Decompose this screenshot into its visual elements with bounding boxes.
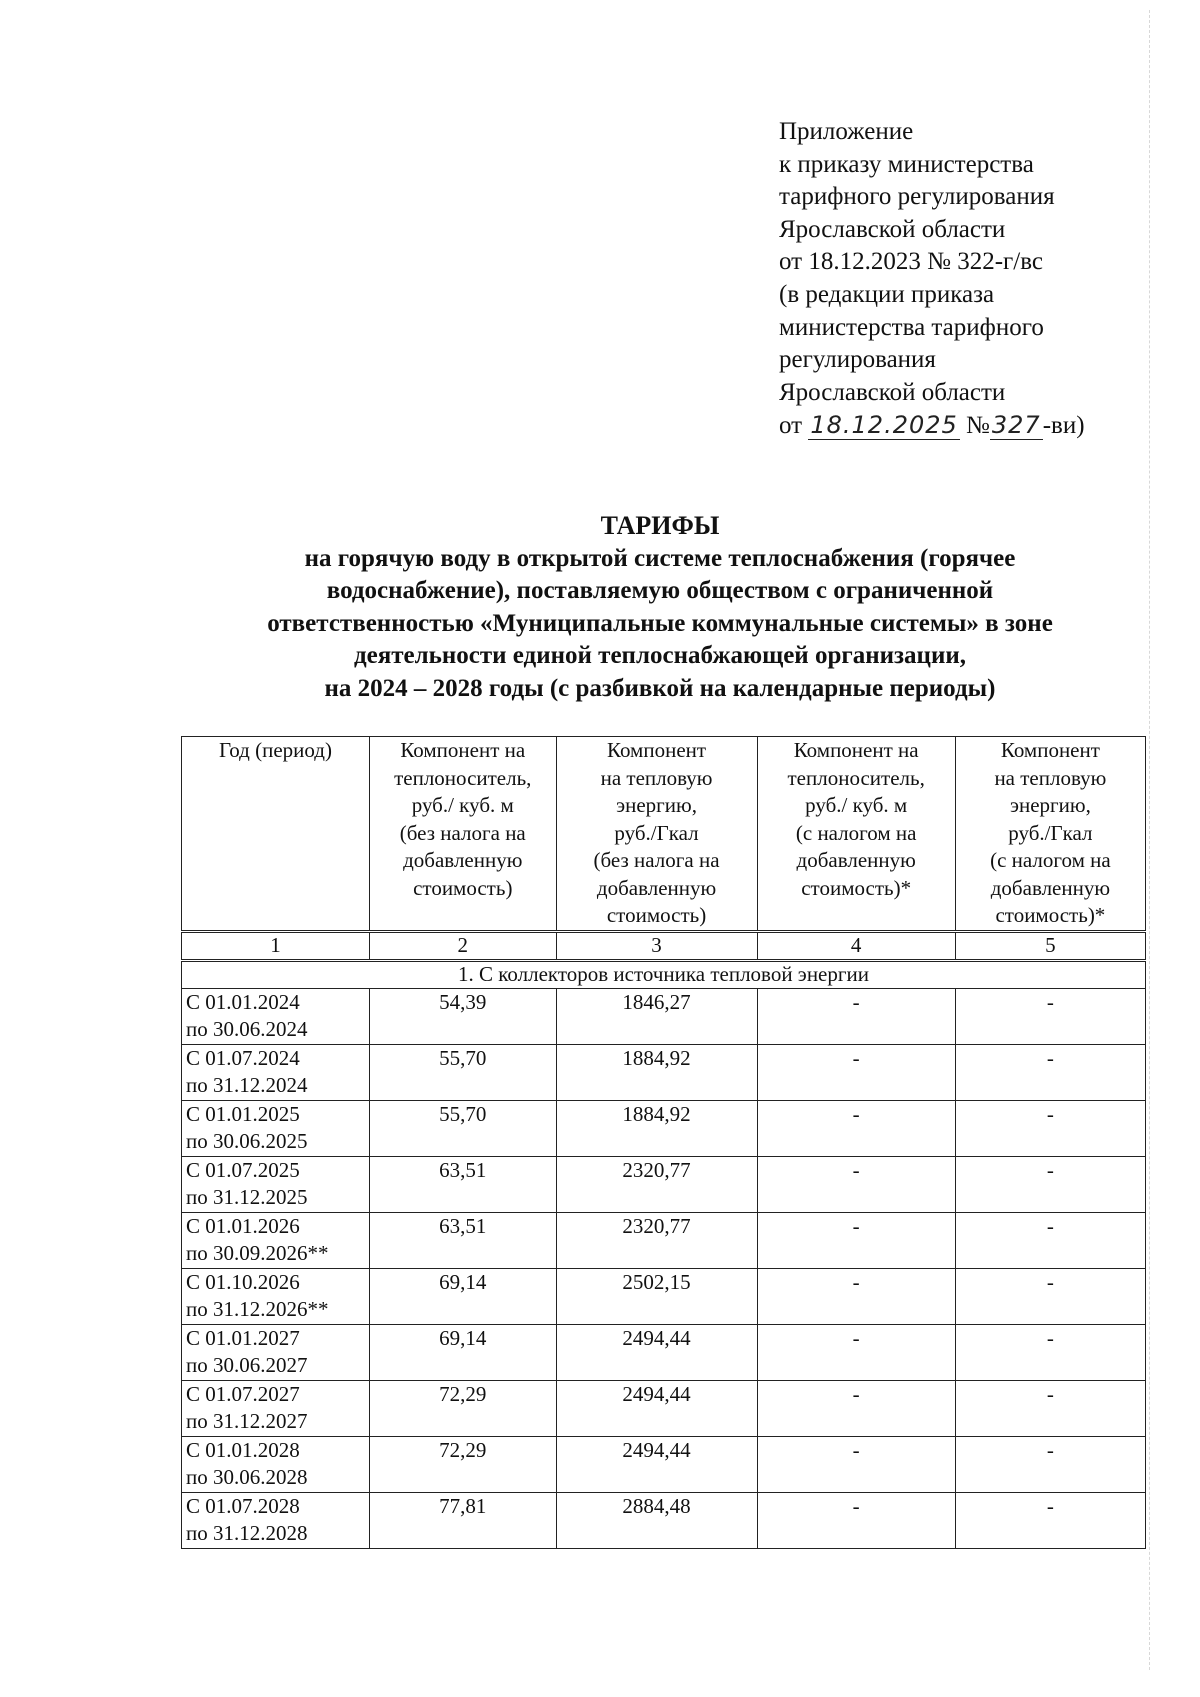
header-carrier-with-vat — [757, 737, 955, 932]
carrier-with-vat-cell: - — [757, 1212, 955, 1268]
period-from: С 01.01.2026 — [186, 1213, 300, 1238]
carrier-with-vat-cell: - — [757, 1044, 955, 1100]
period-from: С 01.01.2027 — [186, 1325, 300, 1350]
table-row — [182, 988, 1146, 1044]
energy-with-vat-cell: - — [955, 988, 1145, 1044]
period-to: по 31.12.2027 — [186, 1409, 308, 1433]
header-text: (с налогом на — [795, 820, 917, 845]
carrier-no-vat-cell: 72,29 — [369, 1436, 556, 1492]
header-text: (без налога на — [593, 848, 720, 872]
energy-no-vat-cell: 2502,15 — [556, 1268, 757, 1324]
title-line: водоснабжение), поставляемую обществом с ограниченной — [326, 577, 994, 604]
carrier-no-vat-cell: 54,39 — [369, 988, 556, 1044]
header-text: теплоноситель, — [394, 765, 532, 790]
appendix-line: (в редакции приказа — [779, 280, 995, 308]
period-from: С 01.07.2028 — [186, 1493, 300, 1518]
header-text: (с налогом на — [990, 848, 1111, 872]
header-text: добавленную — [990, 875, 1111, 900]
header-text: руб./Гкал — [1008, 820, 1093, 845]
energy-with-vat-cell: - — [955, 1100, 1145, 1156]
period-to: по 31.12.2024 — [186, 1073, 308, 1097]
period-cell — [182, 1380, 370, 1436]
period-from: С 01.01.2024 — [186, 989, 300, 1014]
header-text: энергию, — [616, 793, 697, 817]
energy-no-vat-cell: 2494,44 — [556, 1324, 757, 1380]
period-to: по 30.06.2028 — [186, 1465, 308, 1489]
column-number: 5 — [955, 931, 1145, 960]
period-cell — [182, 1156, 370, 1212]
period-to: по 31.12.2025 — [186, 1185, 308, 1209]
period-from: С 01.01.2025 — [186, 1101, 300, 1126]
energy-no-vat-cell: 2320,77 — [556, 1212, 757, 1268]
period-cell — [182, 1100, 370, 1156]
header-text: стоимость) — [606, 903, 707, 927]
table-row — [182, 1100, 1146, 1156]
period-cell — [182, 1492, 370, 1548]
appendix-line: регулирования — [779, 346, 936, 374]
table-header-row — [182, 737, 1146, 932]
carrier-no-vat-cell: 72,29 — [369, 1380, 556, 1436]
energy-with-vat-cell: - — [955, 1156, 1145, 1212]
carrier-no-vat-cell: 55,70 — [369, 1100, 556, 1156]
header-text: руб./ куб. м — [805, 793, 908, 817]
period-from: С 01.01.2028 — [186, 1437, 300, 1462]
period-from: С 01.07.2027 — [186, 1381, 300, 1406]
period-cell — [182, 1436, 370, 1492]
appendix-line: Ярославской области — [779, 215, 1006, 243]
header-text: на тепловую — [600, 765, 713, 790]
appendix-amendment-line — [779, 409, 1085, 443]
table-row — [182, 1324, 1146, 1380]
column-number: 3 — [556, 931, 757, 960]
column-number: 1 — [182, 931, 370, 960]
order-suffix: -ви) — [1042, 412, 1085, 440]
handwritten-date: 18.12.2025 — [810, 411, 958, 440]
carrier-with-vat-cell: - — [757, 1492, 955, 1548]
title-line: на горячую воду в открытой системе теплоснабжения (горячее — [304, 544, 1016, 572]
energy-with-vat-cell: - — [955, 1380, 1145, 1436]
header-text: руб./ куб. м — [411, 793, 514, 817]
table-row — [182, 1156, 1146, 1212]
table-row — [182, 1492, 1146, 1548]
header-text: энергию, — [1009, 793, 1091, 817]
period-cell — [182, 1212, 370, 1268]
title-heading: ТАРИФЫ — [600, 511, 720, 540]
table-row — [182, 1380, 1146, 1436]
energy-no-vat-cell: 2320,77 — [556, 1156, 757, 1212]
carrier-no-vat-cell: 55,70 — [369, 1044, 556, 1100]
appendix-block — [779, 116, 1085, 443]
column-number: 4 — [757, 931, 955, 960]
carrier-no-vat-cell: 63,51 — [369, 1156, 556, 1212]
carrier-no-vat-cell: 69,14 — [369, 1324, 556, 1380]
carrier-with-vat-cell: - — [757, 1100, 955, 1156]
header-period — [182, 737, 370, 932]
title-line: деятельности единой теплоснабжающей организации, — [353, 642, 967, 669]
period-from: С 01.10.2026 — [186, 1269, 300, 1294]
period-to: по 31.12.2028 — [186, 1521, 308, 1545]
header-text: стоимость)* — [801, 875, 912, 900]
tariff-table — [181, 736, 1146, 1549]
appendix-line: министерства тарифного — [779, 313, 1044, 341]
period-to: по 30.06.2025 — [186, 1129, 308, 1153]
carrier-with-vat-cell: - — [757, 1156, 955, 1212]
header-text: руб./Гкал — [614, 820, 699, 845]
energy-with-vat-cell: - — [955, 1492, 1145, 1548]
appendix-line: тарифного регулирования — [779, 183, 1055, 211]
period-from: С 01.07.2025 — [186, 1157, 300, 1182]
header-text: стоимость)* — [995, 903, 1106, 927]
header-carrier-no-vat — [369, 737, 556, 932]
appendix-line: от 18.12.2023 № 322-г/вс — [779, 248, 1043, 276]
carrier-with-vat-cell: - — [757, 988, 955, 1044]
table-row — [182, 1212, 1146, 1268]
header-text: Компонент — [607, 738, 707, 762]
carrier-with-vat-cell: - — [757, 1436, 955, 1492]
header-text: добавленную — [596, 875, 717, 900]
period-to: по 30.06.2024 — [186, 1017, 308, 1041]
period-from: С 01.07.2024 — [186, 1045, 300, 1070]
header-text: (без налога на — [399, 820, 526, 845]
energy-no-vat-cell: 2884,48 — [556, 1492, 757, 1548]
period-to: по 31.12.2026** — [186, 1297, 329, 1321]
energy-with-vat-cell: - — [955, 1436, 1145, 1492]
appendix-line: к приказу министерства — [779, 150, 1034, 178]
header-text: стоимость) — [413, 875, 513, 900]
energy-no-vat-cell: 2494,44 — [556, 1380, 757, 1436]
title-line: на 2024 – 2028 годы (с разбивкой на календарные периоды) — [324, 674, 996, 702]
period-cell — [182, 1324, 370, 1380]
energy-with-vat-cell: - — [955, 1268, 1145, 1324]
energy-no-vat-cell: 1884,92 — [556, 1100, 757, 1156]
scan-edge-divider — [1149, 10, 1150, 1670]
period-cell — [182, 1044, 370, 1100]
header-text: добавленную — [796, 848, 916, 872]
energy-with-vat-cell: - — [955, 1044, 1145, 1100]
period-to: по 30.06.2027 — [186, 1353, 308, 1377]
carrier-no-vat-cell: 77,81 — [369, 1492, 556, 1548]
number-sign: № — [966, 412, 990, 440]
section-title: 1. С коллекторов источника тепловой энергии — [182, 960, 1146, 988]
energy-with-vat-cell: - — [955, 1324, 1145, 1380]
header-text: Компонент на — [793, 738, 919, 762]
title-line: ответственностью «Муниципальные коммунальные системы» в зоне — [267, 609, 1053, 637]
header-text: добавленную — [403, 848, 523, 872]
header-text: на тепловую — [994, 765, 1107, 790]
appendix-line: Приложение — [779, 118, 914, 145]
carrier-no-vat-cell: 63,51 — [369, 1212, 556, 1268]
period-to: по 30.09.2026** — [186, 1241, 329, 1265]
header-text: теплоноситель, — [787, 765, 925, 790]
table-row — [182, 1268, 1146, 1324]
table-row — [182, 1044, 1146, 1100]
energy-with-vat-cell: - — [955, 1212, 1145, 1268]
carrier-with-vat-cell: - — [757, 1268, 955, 1324]
appendix-from-prefix: от — [779, 412, 803, 440]
table-row — [182, 1436, 1146, 1492]
header-text: Компонент на — [400, 738, 526, 762]
carrier-no-vat-cell: 69,14 — [369, 1268, 556, 1324]
energy-no-vat-cell: 1846,27 — [556, 988, 757, 1044]
document-title — [190, 510, 1130, 705]
energy-no-vat-cell: 2494,44 — [556, 1436, 757, 1492]
header-text: Год (период) — [218, 738, 332, 762]
carrier-with-vat-cell: - — [757, 1380, 955, 1436]
header-energy-with-vat — [955, 737, 1145, 932]
energy-no-vat-cell: 1884,92 — [556, 1044, 757, 1100]
section-row — [182, 960, 1146, 988]
column-number: 2 — [369, 931, 556, 960]
column-number-row — [182, 931, 1146, 960]
carrier-with-vat-cell: - — [757, 1324, 955, 1380]
period-cell — [182, 1268, 370, 1324]
appendix-line: Ярославской области — [779, 378, 1006, 406]
period-cell — [182, 988, 370, 1044]
header-energy-no-vat — [556, 737, 757, 932]
handwritten-number: 327 — [991, 411, 1041, 440]
header-text: Компонент — [1000, 738, 1100, 762]
